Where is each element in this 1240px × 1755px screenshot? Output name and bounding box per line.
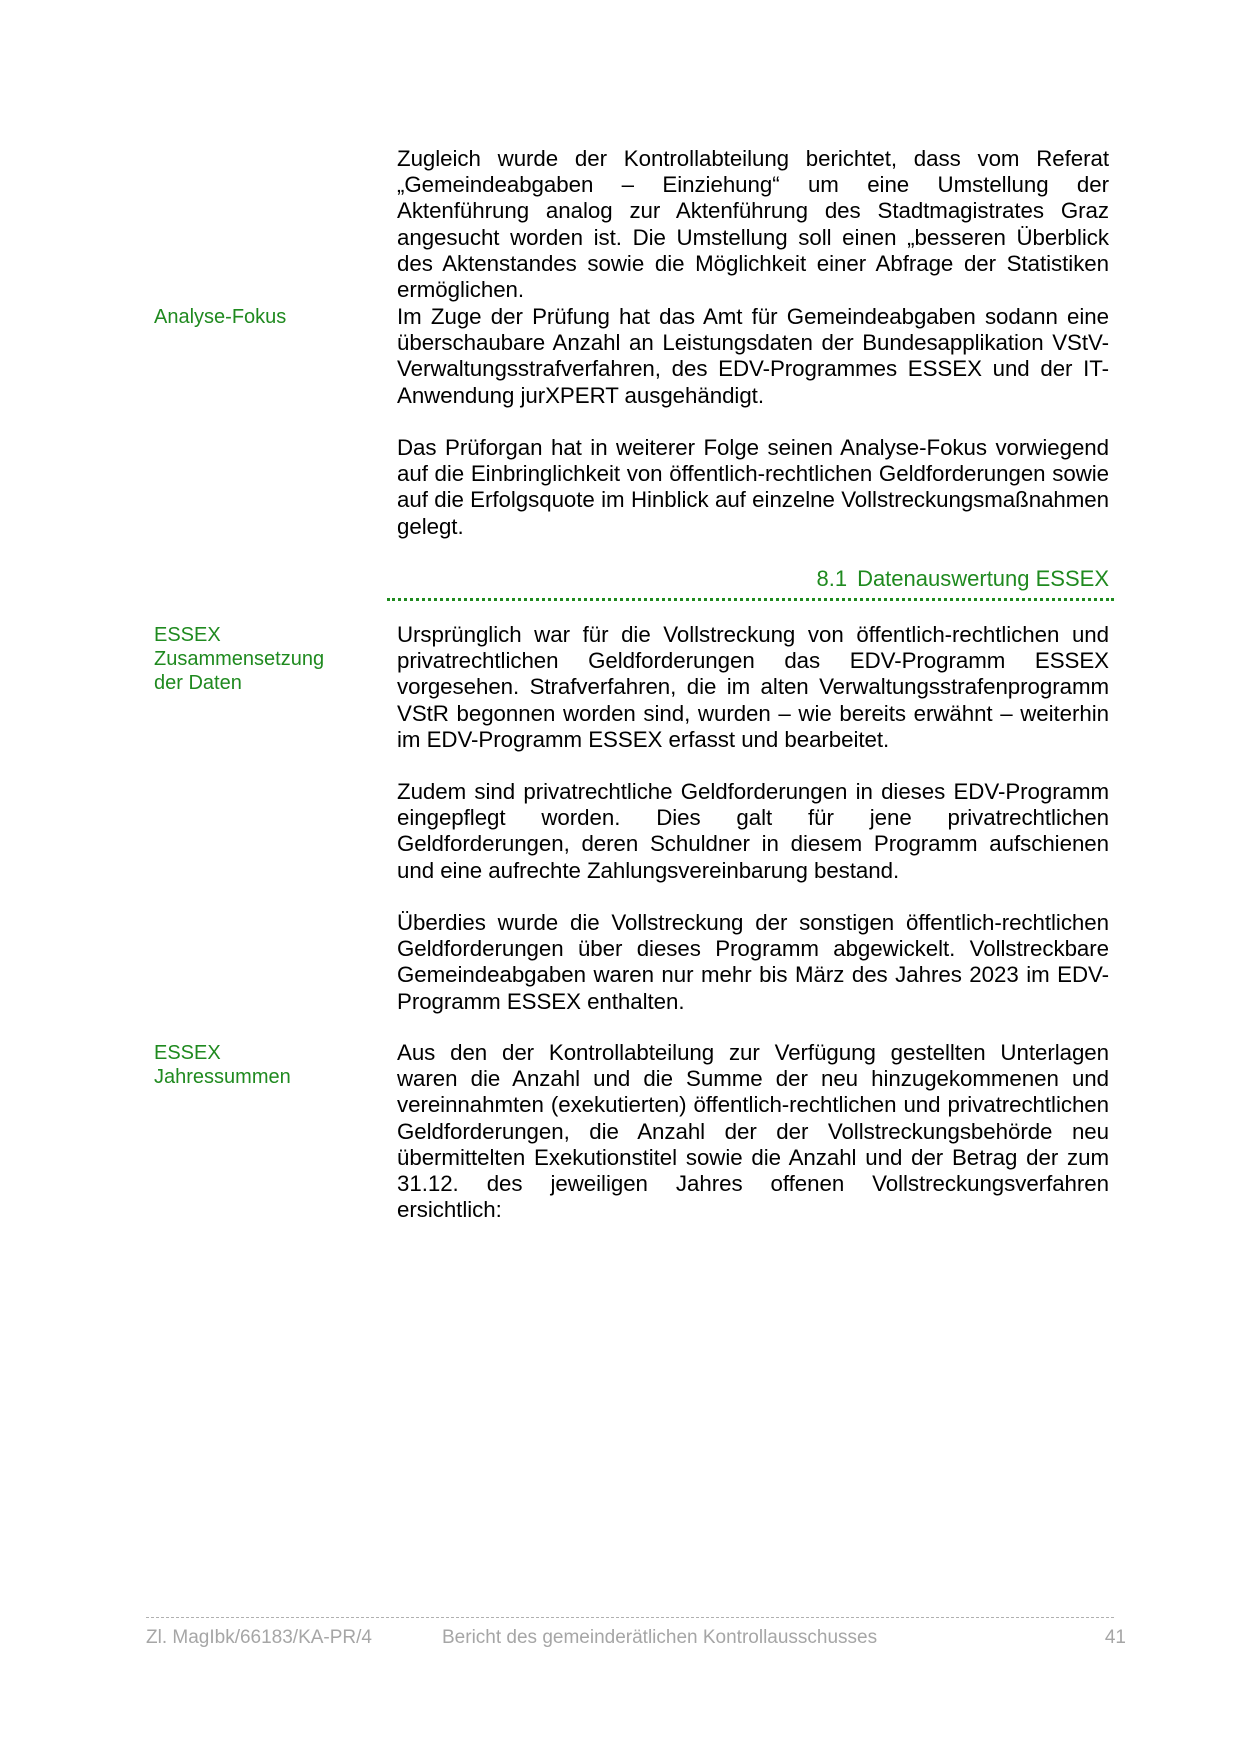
paragraph-unterlagen: Aus den der Kontrollabteilung zur Verfügung gestellten Unterlagen waren die Anzahl und die Summe der neu hinzugekommenen und vereinnahmten (exekutierten) öffentlich-rechtlichen und privatrechtlichen Geldforderungen, die Anzahl der der Vollstreckungsbehörde neu übermittelten Exekutionstitel sowie die Anzahl und der Betrag der zum 31.12. des jeweiligen Jahres offenen Vollstreckungsverfahren ersichtlich:	[397, 1040, 1109, 1223]
side-note-line: ESSEX	[154, 624, 221, 646]
section-number: 8.1	[816, 566, 848, 591]
side-note-line: Zusammensetzung	[154, 648, 325, 670]
page-number: 41	[1104, 1627, 1126, 1648]
footer-reference: Zl. MagIbk/66183/KA-PR/4	[146, 1627, 372, 1648]
side-note-text: Analyse-Fokus	[154, 306, 287, 328]
paragraph-leistungsdaten: Im Zuge der Prüfung hat das Amt für Gemeindeabgaben sodann eine überschaubare Anzahl an Leistungsdaten der Bundesapplikation VStV-Verwaltungsstrafverfahren, des EDV-Programmes ESSEX und der IT-Anwendung jurXPERT ausgehändigt.	[397, 304, 1109, 408]
side-note-line: ESSEX	[154, 1042, 221, 1064]
side-note-line: Jahressummen	[154, 1066, 291, 1088]
paragraph-ueberdies: Überdies wurde die Vollstreckung der sonstigen öffentlich-rechtlichen Geldforderungen über dieses Programm abgewickelt. Vollstreckbare Gemeindeabgaben waren nur mehr bis März des Jahres 2023 im EDV-Programm ESSEX enthalten.	[397, 910, 1109, 1014]
footer-divider	[146, 1617, 1114, 1618]
section-title: Datenauswertung ESSEX	[857, 566, 1109, 591]
paragraph-privatrechtlich: Zudem sind privatrechtliche Geldforderungen in dieses EDV-Programm eingepflegt worden. Dies galt für jene privatrechtlichen Geldforderungen, deren Schuldner in diesem Programm aufschienen und eine aufrechte Zahlungsvereinbarung bestand.	[397, 779, 1109, 883]
section-divider	[387, 598, 1114, 601]
paragraph-analyse-fokus: Das Prüforgan hat in weiterer Folge seinen Analyse-Fokus vorwiegend auf die Einbringlichkeit von öffentlich-rechtlichen Geldforderungen sowie auf die Erfolgsquote im Hinblick auf einzelne Vollstreckungsmaßnahmen gelegt.	[397, 435, 1109, 539]
side-note-line: der Daten	[154, 672, 242, 694]
paragraph-aktenfuehrung: Zugleich wurde der Kontrollabteilung berichtet, dass vom Referat „Gemeindeabgaben – Einziehung“ um eine Umstellung der Aktenführung analog zur Aktenführung des Stadtmagistrates Graz angesucht worden ist. Die Umstellung soll einen „besseren Überblick des Aktenstandes sowie die Möglichkeit einer Abfrage der Statistiken ermöglichen.	[397, 146, 1109, 303]
side-note-essex-jahressummen	[154, 1041, 384, 1089]
side-note-essex-zusammensetzung	[154, 623, 384, 695]
footer-report-title: Bericht des gemeinderätlichen Kontrollausschusses	[442, 1627, 878, 1648]
side-note-analyse-fokus	[154, 305, 384, 329]
paragraph-vollstreckung: Ursprünglich war für die Vollstreckung von öffentlich-rechtlichen und privatrechtlichen Geldforderungen das EDV-Programm ESSEX vorgesehen. Strafverfahren, die im alten Verwaltungsstrafenprogramm VStR begonnen worden sind, wurden – wie bereits erwähnt – weiterhin im EDV-Programm ESSEX erfasst und bearbeitet.	[397, 622, 1109, 752]
section-heading	[390, 566, 1109, 592]
